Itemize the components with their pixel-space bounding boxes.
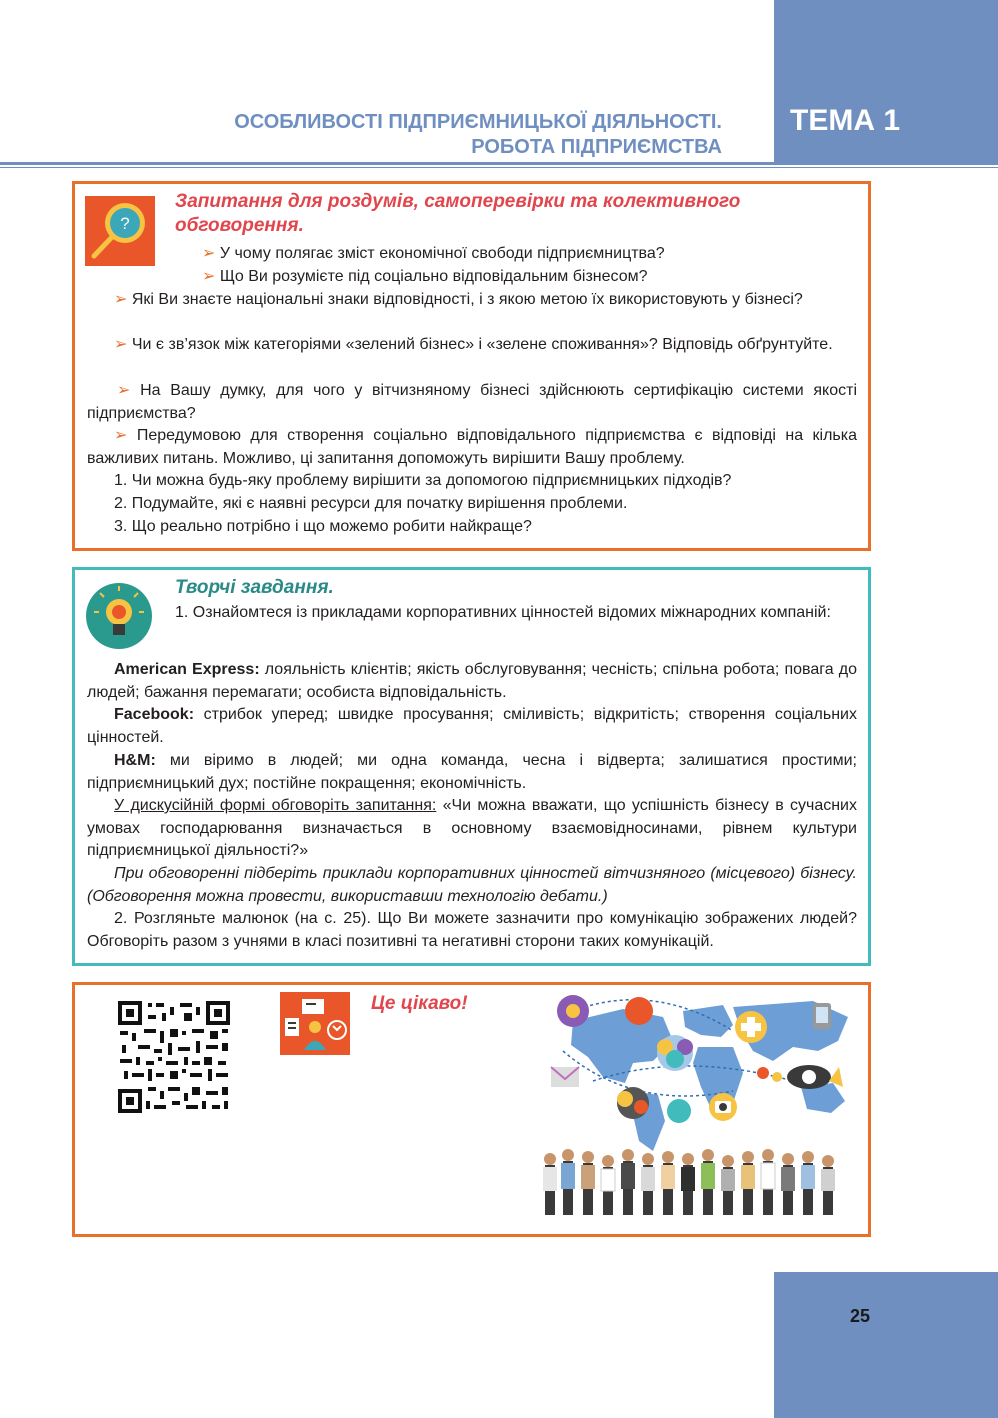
magnifier-question-icon — [85, 196, 155, 266]
interesting-title: Це цікаво! — [371, 993, 468, 1014]
qr-code — [118, 1001, 230, 1113]
arrow-bullet-icon: ➢ — [114, 427, 128, 444]
discussion-text: «Чи можна вважати, що успішність бізнесу в сучасних умовах господарювання визначається в основному взаємовідносинами, рівнем культури підприємницької діяльності?» — [87, 797, 857, 860]
questions-box — [72, 181, 871, 551]
company-name: Facebook: — [114, 706, 195, 723]
tema-badge — [774, 0, 998, 162]
arrow-bullet-icon: ➢ — [114, 291, 128, 308]
question-item — [87, 380, 857, 425]
company-values-text: ми віримо в людей; ми одна команда, чесна і відверта; залишатися простими; підприємницький дух; постійне покращення; економічність. — [87, 752, 857, 792]
task-2: 2. Розгляньте малюнок (на с. 25). Що Ви можете зазначити про комунікацію зображених людей? Обговоріть разом з учнями в класі позитивні та негативні сторони таких комунікацій. — [87, 910, 857, 950]
page-number-box — [774, 1272, 998, 1418]
chapter-title — [234, 110, 722, 160]
question-text: Які Ви знаєте національні знаки відповідності, і з якою метою їх використовують у бізнесі? — [131, 291, 803, 308]
svg-text:?: ? — [120, 214, 130, 233]
company-values-text: лояльність клієнтів; якість обслуговування; чесність; спільна робота; повага до людей; бажання перемагати; особиста відповідальність. — [87, 661, 857, 701]
numbered-item: 3. Що реально потрібно і що можемо робити найкраще? — [114, 518, 532, 535]
question-text: Що Ви розумієте під соціально відповідальним бізнесом? — [219, 268, 648, 285]
arrow-bullet-icon: ➢ — [202, 245, 216, 262]
numbered-item: 2. Подумайте, які є наявні ресурси для початку вирішення проблеми. — [114, 495, 628, 512]
company-values-text: стрибок уперед; швидке просування; сміливість; відкритість; створення соціальних цінностей. — [87, 706, 857, 746]
interesting-box — [72, 982, 871, 1237]
discussion-note: При обговоренні підберіть приклади корпоративних цінностей вітчизняного (місцевого) бізнесу. (Обговорення можна провести, використавши технологію дебати.) — [87, 865, 857, 905]
company-values — [87, 659, 857, 704]
numbered-item: 1. Чи можна будь-яку проблему вирішити за допомогою підприємницьких підходів? — [114, 472, 732, 489]
question-item — [87, 425, 857, 470]
question-text: На Вашу думку, для чого у вітчизняному бізнесі здійснюють сертифікацію системи якості підприємства? — [87, 382, 858, 422]
question-item — [87, 289, 857, 312]
questions-title: Запитання для роздумів, самоперевірки та колективного обговорення. — [175, 191, 741, 236]
discussion-label: У дискусійній формі обговоріть запитання: — [114, 797, 437, 814]
creative-tasks-box — [72, 567, 871, 966]
question-item — [87, 334, 857, 357]
chapter-title-line2: РОБОТА ПІДПРИЄМСТВА — [471, 136, 722, 158]
creative-title: Творчі завдання. — [175, 577, 334, 598]
communication-icon — [280, 992, 350, 1055]
header-rule — [0, 162, 998, 165]
arrow-bullet-icon: ➢ — [114, 336, 128, 353]
page-number: 25 — [850, 1306, 871, 1326]
arrow-bullet-icon: ➢ — [202, 268, 216, 285]
chapter-title-line1: ОСОБЛИВОСТІ ПІДПРИЄМНИЦЬКОЇ ДІЯЛЬНОСТІ. — [234, 111, 722, 133]
company-name: American Express: — [114, 661, 260, 678]
company-values — [87, 704, 857, 749]
arrow-bullet-icon: ➢ — [117, 382, 131, 399]
question-text: Передумовою для створення соціально відповідального підприємства є відповіді на кілька важливих питань. Можливо, ці запитання допоможуть вирішити Вашу проблему. — [87, 427, 858, 467]
discussion-question — [87, 795, 857, 863]
question-item — [202, 243, 857, 266]
tema-label: ТЕМА 1 — [790, 104, 901, 137]
question-text: У чому полягає зміст економічної свободи підприємництва? — [219, 245, 665, 262]
question-text: Чи є зв’язок між категоріями «зелений бізнес» і «зелене споживання»? Відповідь обґрунтуйте. — [131, 336, 833, 353]
lightbulb-icon — [85, 582, 153, 650]
company-name: H&M: — [114, 752, 156, 769]
header-rule-thin — [0, 167, 998, 168]
company-values — [87, 750, 857, 795]
task-1: 1. Ознайомтеся із прикладами корпоративних цінностей відомих міжнародних компаній: — [175, 604, 831, 621]
question-item — [202, 266, 857, 289]
world-communication-illustration — [533, 991, 861, 1229]
